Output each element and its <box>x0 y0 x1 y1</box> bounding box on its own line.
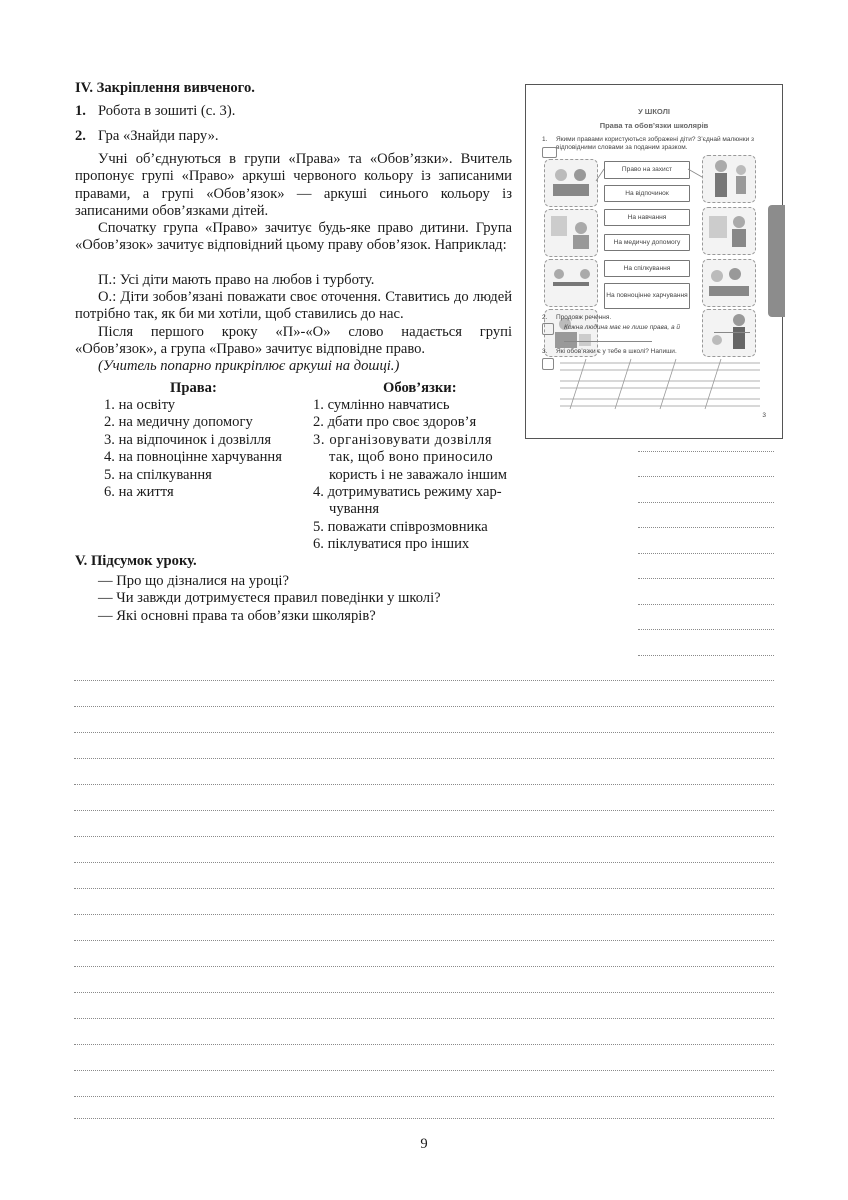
note-line <box>74 758 774 759</box>
task-2-number: 2. <box>542 314 548 321</box>
pencil-icon <box>542 358 554 370</box>
answer-line <box>564 341 652 342</box>
box-rest: На відпочинок <box>604 185 690 202</box>
box-right-to-protection: Право на захист <box>604 161 690 179</box>
item-2-number: 2. <box>75 128 86 144</box>
duty-item: 6. піклуватися про інших <box>313 536 470 553</box>
duties-header: Обов’язки: <box>383 380 457 396</box>
item-1-text: Робота в зошиті (с. 3). <box>98 103 236 119</box>
note-line <box>638 629 774 630</box>
section-4-heading: IV. Закріплення вивченого. <box>75 80 255 96</box>
note-line <box>74 914 774 915</box>
right-item: 2. на медичну допомогу <box>104 414 253 431</box>
rights-header: Права: <box>170 380 217 396</box>
answer-line <box>714 332 750 333</box>
note-line <box>74 706 774 707</box>
note-line <box>638 476 774 477</box>
paragraph-procedure: Спочатку група «Право» зачитує будь-яке право дитини. Група «Обов’язок» зачитує відповідний цьому праву обов’язок. Наприклад: <box>75 220 512 254</box>
box-education: На навчання <box>604 209 690 226</box>
note-line <box>638 655 774 656</box>
note-line <box>74 862 774 863</box>
note-line <box>74 836 774 837</box>
dialog-right: П.: Усі діти мають право на любов і турботу. <box>98 272 375 288</box>
task-3-number: 3. <box>542 348 548 355</box>
duty-item: 5. поважати співрозмовника <box>313 518 488 535</box>
task-2-text: Продовж речення. <box>556 314 612 321</box>
note-line <box>638 527 774 528</box>
note-line <box>74 992 774 993</box>
workbook-page-number: 3 <box>762 412 766 419</box>
note-line <box>74 940 774 941</box>
note-line <box>74 784 774 785</box>
summary-questions <box>98 573 441 625</box>
dialog-duty: О.: Діти зобов’язані поважати своє оточення. Ставитись до людей потрібно так, як би ми хотіли, щоб ставились до нас. <box>75 289 512 323</box>
note-line <box>638 578 774 579</box>
pencil-icon <box>542 323 554 335</box>
duty-item-continued: чування <box>329 501 380 518</box>
duty-item: 3. організовувати дозвілля <box>313 431 493 448</box>
question-item: — Про що дізналися на уроці? <box>98 573 289 589</box>
right-item: 3. на відпочинок і дозвілля <box>104 431 272 448</box>
paragraph-next-step: Після першого кроку «П»-«О» слово надається групі «Обов’язок», а група «Право» зачитує відповідне право. <box>75 324 512 358</box>
task-1-text: Якими правами користуються зображені діти? З’єднай малюнки з відповідними словами за поданим зразком. <box>556 136 754 151</box>
duty-item: 2. дбати про своє здоров’я <box>313 414 477 431</box>
duty-item: 4. дотримуватись режиму хар- <box>313 484 502 501</box>
duty-item: 1. сумлінно навчатись <box>313 397 450 413</box>
note-line <box>74 1018 774 1019</box>
teacher-note: (Учитель попарно прикріплює аркуші на дошці.) <box>98 358 400 374</box>
right-item: 6. на життя <box>104 484 174 501</box>
workbook-subtitle: Права та обов’язки школярів <box>599 121 709 130</box>
note-line <box>74 888 774 889</box>
right-item: 1. на освіту <box>104 397 176 413</box>
duty-item-continued: користь і не заважало іншим <box>329 466 508 483</box>
right-item: 5. на спілкування <box>104 466 212 483</box>
duties-list <box>313 397 523 554</box>
page-number: 9 <box>420 1136 428 1152</box>
workbook-page-thumbnail <box>525 84 783 439</box>
note-line <box>638 553 774 554</box>
task-3-text: Які обов’язки є у тебе в школі? Напиши. <box>556 348 677 355</box>
question-item: — Чи завжди дотримуєтеся правил поведінки у школі? <box>98 590 441 607</box>
right-item: 4. на повноцінне харчування <box>104 449 282 466</box>
note-line <box>74 680 774 681</box>
duty-item-continued: так, щоб воно приносило <box>329 449 494 466</box>
box-communication: На спілкування <box>604 260 690 277</box>
chapter-tab <box>768 205 785 317</box>
note-line <box>638 502 774 503</box>
section-5-heading: V. Підсумок уроку. <box>75 553 197 569</box>
paragraph-groups: Учні об’єднуються в групи «Права» та «Обов’язки». Вчитель пропонує групі «Право» аркуші червоного кольору із записаними правами, а групі «Обов’язок» — аркуші синього кольору із записаними обов’язками дітей. <box>75 151 512 220</box>
box-nutrition: На повноцінне харчування <box>604 283 690 309</box>
task-2-sentence: Кожна людина має не лише права, а й <box>564 324 681 331</box>
note-line <box>74 1044 774 1045</box>
task-1-number: 1. <box>542 136 548 143</box>
note-line <box>74 1096 774 1097</box>
note-line <box>638 604 774 605</box>
box-medical-help: На медичну допомогу <box>604 234 690 251</box>
note-line <box>74 1118 774 1119</box>
handwriting-lines <box>560 357 760 415</box>
item-2-text: Гра «Знайди пару». <box>98 128 219 144</box>
note-line <box>74 1070 774 1071</box>
note-line <box>74 810 774 811</box>
rights-list <box>104 397 282 501</box>
note-line <box>74 732 774 733</box>
note-line <box>74 966 774 967</box>
workbook-title: У ШКОЛІ <box>638 107 670 116</box>
item-1-number: 1. <box>75 103 86 119</box>
note-line <box>638 451 774 452</box>
question-item: — Які основні права та обов’язки школярів? <box>98 607 376 624</box>
